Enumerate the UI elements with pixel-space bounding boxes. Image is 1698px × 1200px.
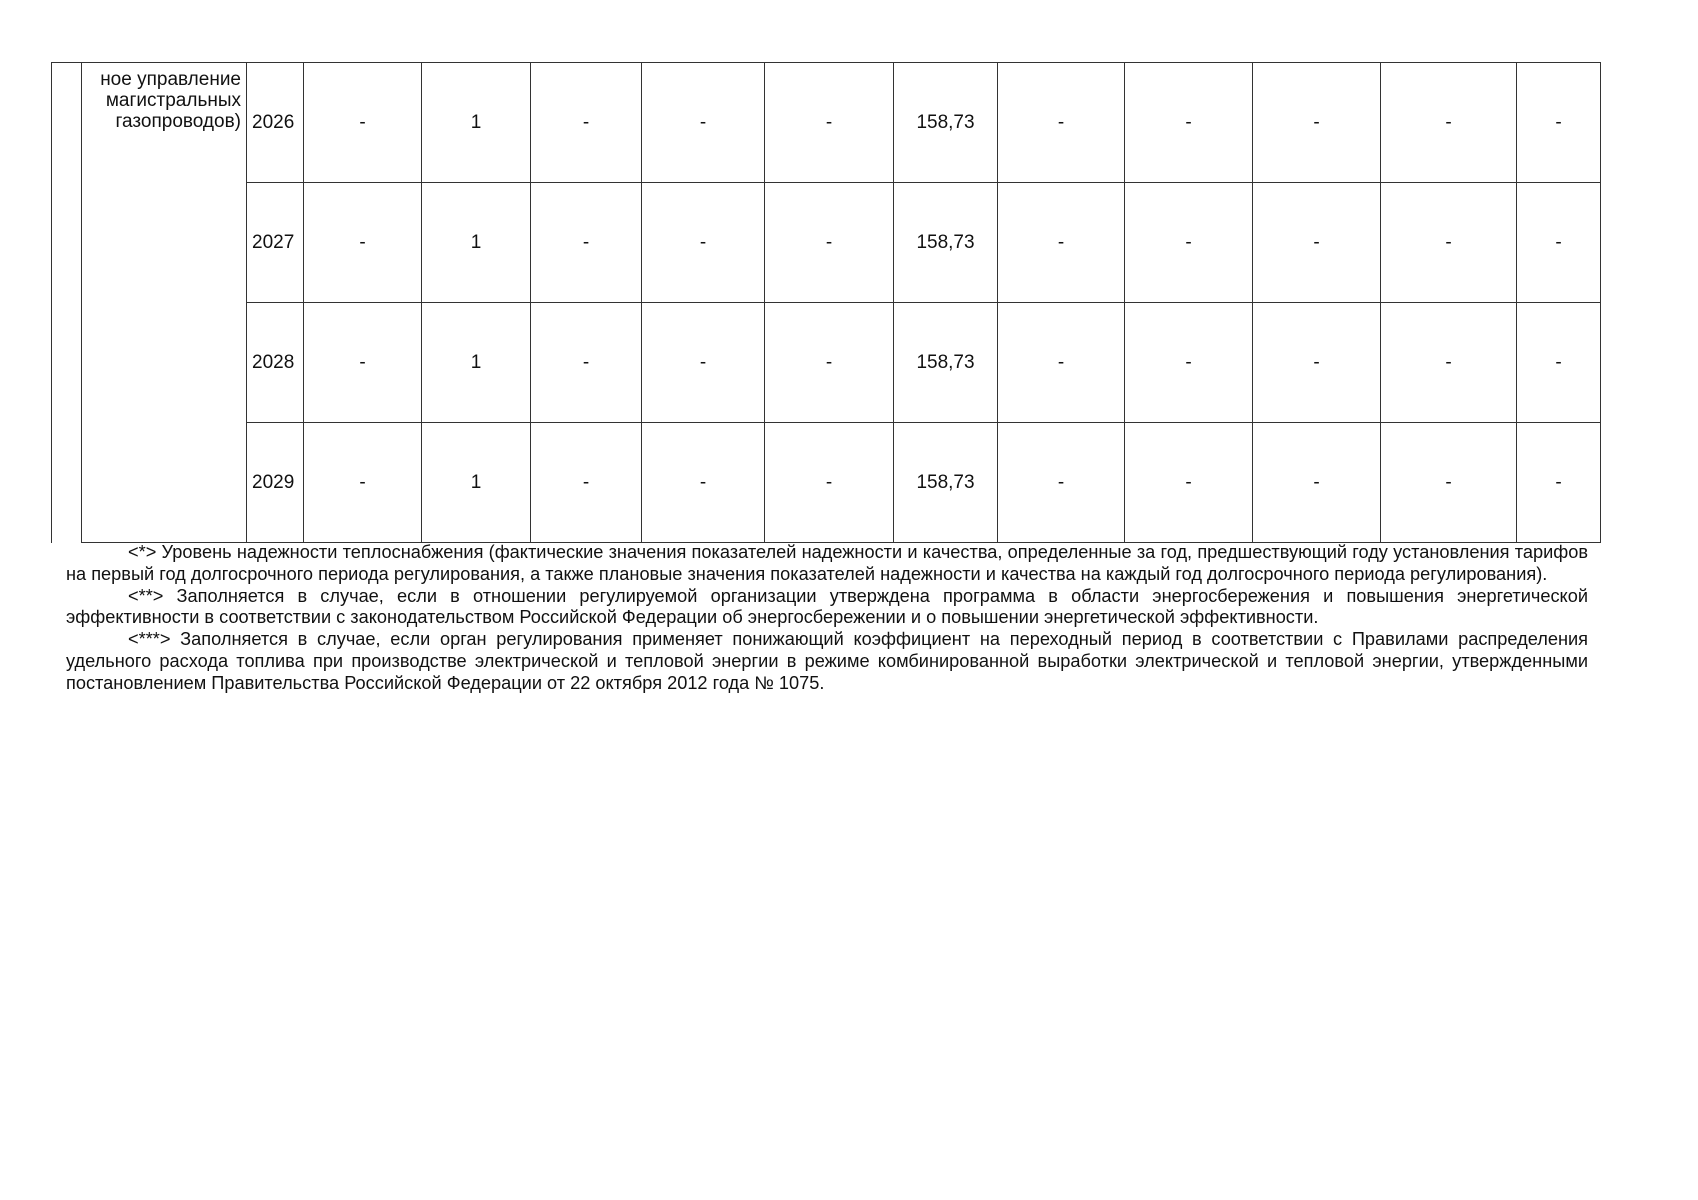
year-cell: 2028 — [247, 303, 304, 423]
year-cell: 2027 — [247, 183, 304, 303]
table-cell: - — [304, 63, 422, 183]
table-cell: 1 — [422, 183, 531, 303]
table-cell: - — [1125, 63, 1253, 183]
year-cell: 2029 — [247, 423, 304, 543]
table-cell: - — [1125, 423, 1253, 543]
table-cell: - — [1125, 303, 1253, 423]
table-cell: - — [1253, 183, 1381, 303]
footnote: <**> Заполняется в случае, если в отношении регулируемой организации утверждена программа в области энергосбережения и повышения энергетической эффективности в соответствии с законодательством Российской Федерации об энергосбережении и о повышении энергетической эффективности. — [66, 585, 1588, 628]
footnotes — [66, 542, 1588, 695]
row-number-cell — [52, 63, 82, 543]
table-cell: - — [304, 303, 422, 423]
table-cell: - — [1253, 423, 1381, 543]
table-cell: - — [1253, 303, 1381, 423]
indicators-table — [51, 62, 1601, 543]
table-cell: - — [531, 423, 642, 543]
table-cell: - — [765, 63, 894, 183]
table-cell: - — [642, 183, 765, 303]
table-cell: 158,73 — [894, 423, 998, 543]
table-cell: - — [1517, 423, 1601, 543]
table-cell: - — [998, 183, 1125, 303]
table-cell: 1 — [422, 423, 531, 543]
table-cell: - — [765, 183, 894, 303]
table-cell: - — [1381, 183, 1517, 303]
table-cell: 158,73 — [894, 183, 998, 303]
table-cell: - — [1517, 303, 1601, 423]
table-cell: - — [304, 423, 422, 543]
table-cell: - — [1253, 63, 1381, 183]
table-cell: - — [998, 423, 1125, 543]
name-line: ное управление — [100, 69, 241, 90]
table-cell: - — [1517, 63, 1601, 183]
table-body — [52, 63, 1601, 543]
name-line: газопроводов) — [115, 111, 241, 132]
table-cell: - — [1381, 423, 1517, 543]
table-cell: 1 — [422, 303, 531, 423]
table-cell: 1 — [422, 63, 531, 183]
table-cell: - — [1381, 303, 1517, 423]
table-cell: - — [642, 423, 765, 543]
table-cell: - — [304, 183, 422, 303]
footnote: <***> Заполняется в случае, если орган регулирования применяет понижающий коэффициент на переходный период в соответствии с Правилами распределения удельного расхода топлива при производстве электрической и тепловой энергии в режиме комбинированной выработки электрической и тепловой энергии, утвержденными постановлением Правительства Российской Федерации от 22 октября 2012 года № 1075. — [66, 629, 1588, 693]
table-cell: - — [531, 63, 642, 183]
organization-name-cell — [82, 63, 247, 543]
footnote: <*> Уровень надежности теплоснабжения (фактические значения показателей надежности и качества, определенные за год, предшествующий году установления тарифов на первый год долгосрочного периода регулирования, а также плановые значения показателей надежности и качества на каждый год долгосрочного периода регулирования). — [66, 542, 1588, 584]
table-cell: - — [765, 423, 894, 543]
year-cell: 2026 — [247, 63, 304, 183]
table-row — [52, 423, 1601, 543]
table-cell: - — [531, 183, 642, 303]
table-cell: - — [1125, 183, 1253, 303]
table-row — [52, 63, 1601, 183]
table-cell: - — [642, 63, 765, 183]
name-line: магистральных — [105, 90, 241, 111]
table-cell: - — [531, 303, 642, 423]
table-cell: 158,73 — [894, 303, 998, 423]
table-cell: - — [642, 303, 765, 423]
table-cell: - — [765, 303, 894, 423]
table-cell: 158,73 — [894, 63, 998, 183]
table-row — [52, 183, 1601, 303]
table-row — [52, 303, 1601, 423]
table-cell: - — [998, 63, 1125, 183]
table-cell: - — [1517, 183, 1601, 303]
table-cell: - — [998, 303, 1125, 423]
table-cell: - — [1381, 63, 1517, 183]
